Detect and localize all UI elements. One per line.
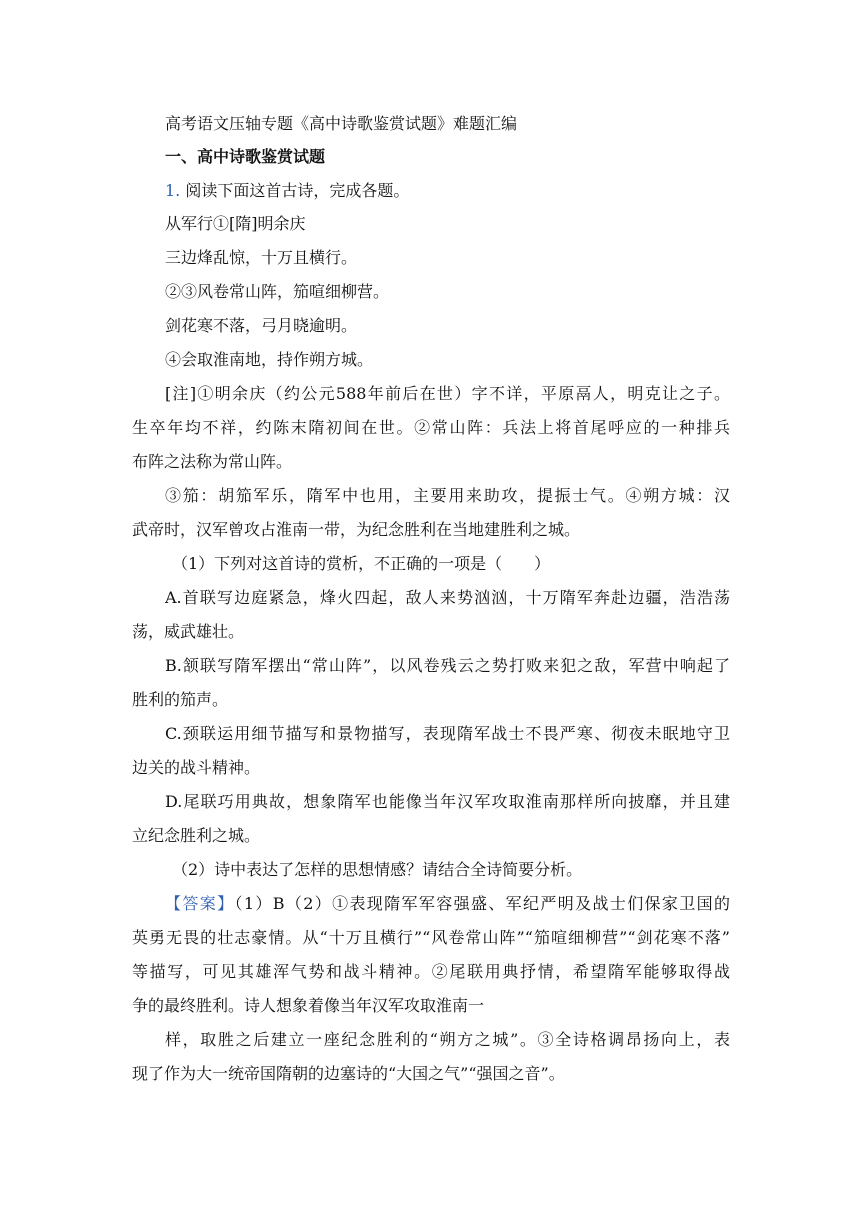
answer-line: 英勇无畏的壮志豪情。从“十万且横行”“风卷常山阵”“笳喧细柳营”“剑花寒不落” xyxy=(132,928,730,947)
poem-line: 剑花寒不落，弓月晓逾明。 xyxy=(165,316,358,335)
note-line: ③笳：胡笳军乐，隋军中也用，主要用来助攻，提振士气。④朔方城：汉 xyxy=(165,486,730,505)
question-instruction: 阅读下面这首古诗，完成各题。 xyxy=(185,181,410,200)
question-line xyxy=(165,180,409,202)
answer-line: 样，取胜之后建立一座纪念胜利的“朔方之城”。③全诗格调昂扬向上，表 xyxy=(165,1030,730,1049)
option-line: A.首联写边庭紧急，烽火四起，敌人来势汹汹，十万隋军奔赴边疆，浩浩荡 xyxy=(165,588,730,607)
poem-line: ④会取淮南地，持作朔方城。 xyxy=(165,350,374,369)
option-line: 荡，威武雄壮。 xyxy=(132,622,245,641)
sub-question-2: （2）诗中表达了怎样的思想情感？请结合全诗简要分析。 xyxy=(172,860,583,879)
section-heading: 一、高中诗歌鉴赏试题 xyxy=(165,147,326,166)
answer-line xyxy=(165,893,730,915)
option-line: 边关的战斗精神。 xyxy=(132,758,261,777)
note-line: 生卒年均不祥，约陈末隋初间在世。②常山阵：兵法上将首尾呼应的一种排兵 xyxy=(132,418,730,437)
note-line: [注]①明余庆（约公元588年前后在世）字不详，平原鬲人，明克让之子。 xyxy=(165,384,730,403)
note-line: 布阵之法称为常山阵。 xyxy=(132,452,293,471)
poem-line: ②③风卷常山阵，笳喧细柳营。 xyxy=(165,282,390,301)
answer-label: 【答案】 xyxy=(165,894,235,913)
answer-text: （1）B（2）①表现隋军军容强盛、军纪严明及战士们保家卫国的 xyxy=(234,894,730,913)
answer-line: 等描写，可见其雄浑气势和战斗精神。②尾联用典抒情，希望隋军能够取得战 xyxy=(132,962,730,981)
note-line: 武帝时，汉军曾攻占淮南一带，为纪念胜利在当地建胜利之城。 xyxy=(132,520,581,539)
option-line: 胜利的笳声。 xyxy=(132,690,229,709)
option-line: B.颔联写隋军摆出“常山阵”，以风卷残云之势打败来犯之敌，军营中响起了 xyxy=(165,656,730,675)
document-title: 高考语文压轴专题《高中诗歌鉴赏试题》难题汇编 xyxy=(165,114,518,133)
poem-line: 三边烽乱惊，十万且横行。 xyxy=(165,248,358,267)
answer-line: 现了作为大一统帝国隋朝的边塞诗的“大国之气”“强国之音”。 xyxy=(132,1064,565,1083)
question-number: 1. xyxy=(165,181,181,200)
option-line: D.尾联巧用典故，想象隋军也能像当年汉军攻取淮南那样所向披靡，并且建 xyxy=(165,792,730,811)
sub-question-1: （1）下列对这首诗的赏析，不正确的一项是（ ） xyxy=(172,554,551,573)
answer-line: 争的最终胜利。诗人想象着像当年汉军攻取淮南一 xyxy=(132,996,485,1015)
option-line: C.颈联运用细节描写和景物描写，表现隋军战士不畏严寒、彻夜未眠地守卫 xyxy=(165,724,730,743)
option-line: 立纪念胜利之城。 xyxy=(132,826,261,845)
poem-line: 从军行①[隋]明余庆 xyxy=(165,214,306,233)
